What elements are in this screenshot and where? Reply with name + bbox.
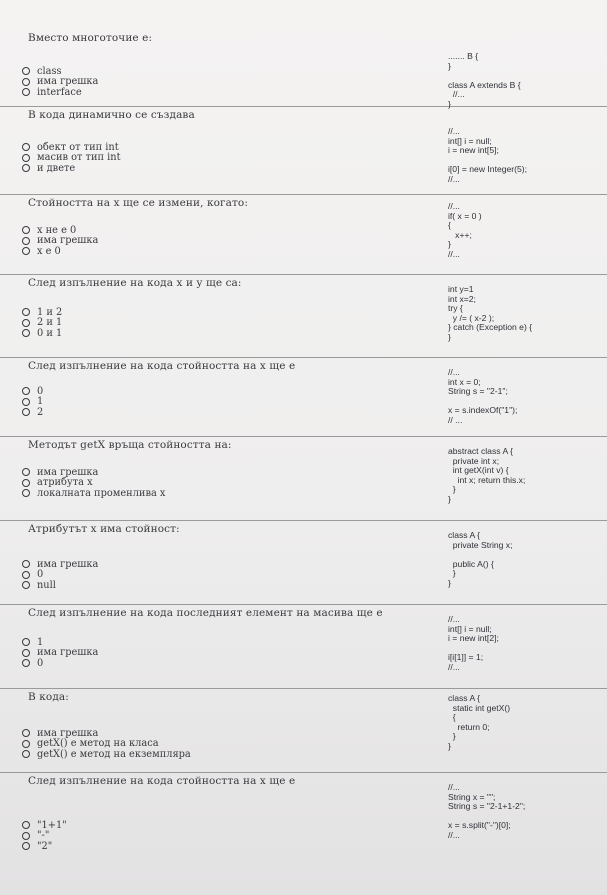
- answer-option[interactable]: [22, 328, 62, 339]
- answer-option[interactable]: [22, 580, 98, 591]
- code-line: i = new int[5];: [448, 145, 499, 156]
- code-snippet: [448, 447, 525, 505]
- radio-circle-icon[interactable]: [22, 659, 30, 667]
- answer-option-label: getX() е метод на екземпляра: [37, 748, 191, 760]
- radio-circle-icon[interactable]: [22, 560, 30, 568]
- question-text: В кода:: [28, 691, 69, 703]
- code-snippet: [448, 368, 517, 426]
- answer-option-label: атрибута x: [37, 477, 93, 489]
- code-line: }: [448, 568, 456, 579]
- answer-options: [22, 142, 121, 174]
- code-snippet: [448, 285, 532, 343]
- answer-option-label: 0: [37, 657, 44, 669]
- code-line: String x = "";: [448, 791, 496, 802]
- answer-options: [22, 559, 98, 591]
- code-line: static int getX(): [448, 702, 511, 713]
- code-line: if( x = 0 ): [448, 210, 482, 221]
- answer-options: [22, 225, 98, 257]
- radio-circle-icon[interactable]: [22, 638, 30, 646]
- code-line: try {: [448, 303, 463, 314]
- radio-circle-icon[interactable]: [22, 408, 30, 416]
- code-line: int x; return this.x;: [448, 474, 526, 485]
- answer-option[interactable]: [22, 153, 121, 164]
- code-line: ....... B {: [448, 51, 479, 61]
- question-6: [0, 437, 607, 521]
- answer-option[interactable]: [22, 142, 121, 153]
- code-line: int getX(int v) {: [448, 465, 509, 476]
- answer-option[interactable]: [22, 488, 165, 499]
- answer-option[interactable]: [22, 386, 43, 397]
- radio-circle-icon[interactable]: [22, 237, 30, 245]
- answer-option[interactable]: [22, 570, 98, 581]
- radio-circle-icon[interactable]: [22, 67, 30, 75]
- question-4: [0, 275, 607, 358]
- radio-circle-icon[interactable]: [22, 821, 30, 829]
- code-line: }: [448, 239, 451, 250]
- answer-option[interactable]: [22, 163, 121, 174]
- code-line: //...: [448, 173, 460, 184]
- code-line: // ...: [448, 414, 463, 425]
- radio-circle-icon[interactable]: [22, 319, 30, 327]
- radio-circle-icon[interactable]: [22, 143, 30, 151]
- radio-circle-icon[interactable]: [22, 740, 30, 748]
- code-line: i[0] = new Integer(5);: [448, 164, 528, 175]
- code-line: public A() {: [448, 558, 494, 569]
- answer-options: [22, 386, 43, 418]
- code-line: int x=2;: [448, 293, 476, 304]
- answer-option-label: x не е 0: [37, 224, 77, 236]
- code-line: y /= ( x-2 );: [448, 312, 495, 323]
- code-line: int[] i = null;: [448, 623, 492, 634]
- answer-option-label: масив от тип int: [37, 152, 121, 164]
- code-line: return 0;: [448, 721, 490, 732]
- radio-circle-icon[interactable]: [22, 398, 30, 406]
- code-snippet: [448, 783, 525, 841]
- radio-circle-icon[interactable]: [22, 571, 30, 579]
- radio-circle-icon[interactable]: [22, 489, 30, 497]
- code-line: }: [448, 331, 451, 342]
- answer-option[interactable]: [22, 318, 62, 329]
- code-line: } catch (Exception e) {: [448, 322, 533, 333]
- radio-circle-icon[interactable]: [22, 164, 30, 172]
- code-line: int x = 0;: [448, 376, 481, 387]
- answer-option-label: има грешка: [37, 235, 99, 247]
- code-line: {: [448, 712, 456, 723]
- code-line: //...: [448, 782, 460, 792]
- answer-option[interactable]: [22, 749, 191, 760]
- question-8: [0, 605, 607, 689]
- answer-option-label: 0: [37, 385, 44, 397]
- answer-option-label: и двете: [37, 162, 76, 174]
- answer-option[interactable]: [22, 225, 98, 236]
- radio-circle-icon[interactable]: [22, 308, 30, 316]
- answer-option[interactable]: [22, 831, 67, 842]
- question-9: [0, 689, 607, 773]
- answer-option[interactable]: [22, 467, 165, 478]
- question-text: Методът getX връща стойността на:: [28, 439, 232, 451]
- answer-option-label: има грешка: [37, 647, 99, 659]
- answer-option[interactable]: [22, 648, 98, 659]
- code-line: {: [448, 220, 451, 231]
- answer-option-label: x е 0: [37, 245, 61, 257]
- answer-option-label: има грешка: [37, 76, 99, 88]
- answer-option[interactable]: [22, 77, 98, 88]
- answer-option[interactable]: [22, 307, 62, 318]
- code-snippet: [448, 694, 510, 752]
- question-text: В кода динамично се създава: [28, 109, 195, 121]
- answer-option[interactable]: [22, 820, 67, 831]
- code-line: //...: [448, 661, 460, 672]
- code-line: //...: [448, 367, 460, 377]
- code-line: //...: [448, 126, 460, 136]
- question-2: [0, 107, 607, 195]
- code-line: i[i[1]] = 1;: [448, 652, 484, 663]
- code-line: class A {: [448, 693, 481, 703]
- code-line: x = s.indexOf("1");: [448, 405, 518, 416]
- answer-option-label: обект от тип int: [37, 141, 119, 153]
- answer-options: [22, 467, 165, 499]
- answer-option-label: 0 и 1: [37, 327, 63, 339]
- answer-option[interactable]: [22, 739, 191, 750]
- code-line: class A {: [448, 530, 481, 540]
- answer-option-label: има грешка: [37, 727, 99, 739]
- answer-options: [22, 637, 98, 669]
- question-text: Стойността на x ще се измени, когато:: [28, 197, 248, 209]
- code-line: abstract class A {: [448, 446, 513, 456]
- answer-option-label: локалната променлива x: [37, 487, 166, 499]
- code-line: }: [448, 740, 451, 751]
- answer-option-label: има грешка: [37, 558, 99, 570]
- answer-option[interactable]: [22, 559, 98, 570]
- radio-circle-icon[interactable]: [22, 226, 30, 234]
- answer-options: [22, 728, 191, 760]
- answer-option-label: 2 и 1: [37, 317, 63, 329]
- code-line: //...: [448, 89, 465, 100]
- code-line: //...: [448, 201, 460, 211]
- answer-options: [22, 66, 98, 98]
- answer-options: [22, 307, 62, 339]
- answer-option-label: interface: [37, 86, 82, 98]
- answer-option[interactable]: [22, 637, 98, 648]
- question-text: След изпълнение на кода последният елемент на масива ще е: [28, 607, 383, 619]
- answer-option[interactable]: [22, 236, 98, 247]
- answer-option[interactable]: [22, 658, 98, 669]
- code-line: }: [448, 484, 456, 495]
- question-7: [0, 521, 607, 605]
- code-line: //...: [448, 829, 460, 840]
- answer-option[interactable]: [22, 841, 67, 852]
- radio-circle-icon[interactable]: [22, 649, 30, 657]
- question-text: Вместо многоточие е:: [28, 32, 153, 44]
- answer-option-label: "-": [37, 830, 50, 842]
- answer-options: [22, 820, 67, 852]
- answer-option-label: null: [37, 579, 56, 591]
- answer-option-label: 1: [37, 396, 44, 408]
- code-line: int y=1: [448, 284, 474, 294]
- radio-circle-icon[interactable]: [22, 729, 30, 737]
- code-line: i = new int[2];: [448, 633, 499, 644]
- radio-circle-icon[interactable]: [22, 387, 30, 395]
- question-1: [0, 30, 607, 107]
- answer-option-label: 1: [37, 636, 44, 648]
- question-3: [0, 195, 607, 275]
- code-line: int[] i = null;: [448, 135, 492, 146]
- question-text: След изпълнение на кода x и y ще са:: [28, 277, 242, 289]
- radio-circle-icon[interactable]: [22, 247, 30, 255]
- code-snippet: [448, 127, 527, 185]
- code-line: private int x;: [448, 455, 500, 466]
- radio-circle-icon[interactable]: [22, 842, 30, 850]
- question-10: [0, 773, 607, 865]
- code-line: private String x;: [448, 539, 513, 550]
- code-snippet: [448, 202, 482, 260]
- code-snippet: [448, 615, 499, 673]
- code-line: }: [448, 577, 451, 588]
- answer-option[interactable]: [22, 478, 165, 489]
- code-line: }: [448, 493, 451, 504]
- code-line: String s = "2-1+1-2";: [448, 801, 526, 812]
- radio-circle-icon[interactable]: [22, 750, 30, 758]
- radio-circle-icon[interactable]: [22, 78, 30, 86]
- code-line: x = s.split("-")[0];: [448, 820, 511, 831]
- answer-option-label: 2: [37, 406, 44, 418]
- code-line: String s = "2-1";: [448, 386, 508, 397]
- code-line: //...: [448, 614, 460, 624]
- radio-circle-icon[interactable]: [22, 468, 30, 476]
- code-line: }: [448, 98, 451, 109]
- answer-option-label: 0: [37, 569, 44, 581]
- question-5: [0, 358, 607, 437]
- answer-option[interactable]: [22, 66, 98, 77]
- code-line: }: [448, 731, 456, 742]
- code-line: }: [448, 60, 451, 71]
- answer-option-label: "2": [37, 840, 53, 852]
- answer-option-label: има грешка: [37, 466, 99, 478]
- code-line: //...: [448, 248, 460, 259]
- answer-option[interactable]: [22, 246, 98, 257]
- code-line: class A extends B {: [448, 79, 521, 90]
- answer-option[interactable]: [22, 87, 98, 98]
- radio-circle-icon[interactable]: [22, 154, 30, 162]
- code-snippet: [448, 531, 512, 589]
- answer-option[interactable]: [22, 728, 191, 739]
- answer-option-label: 1 и 2: [37, 306, 63, 318]
- question-text: След изпълнение на кода стойността на x ще е: [28, 775, 296, 787]
- question-text: Атрибутът x има стойност:: [28, 523, 180, 535]
- radio-circle-icon[interactable]: [22, 832, 30, 840]
- answer-option-label: getX() е метод на класа: [37, 738, 159, 750]
- radio-circle-icon[interactable]: [22, 479, 30, 487]
- question-text: След изпълнение на кода стойността на x ще е: [28, 360, 296, 372]
- radio-circle-icon[interactable]: [22, 329, 30, 337]
- answer-option-label: class: [37, 65, 62, 77]
- radio-circle-icon[interactable]: [22, 88, 30, 96]
- answer-option[interactable]: [22, 407, 43, 418]
- answer-option-label: "1+1": [37, 819, 67, 831]
- answer-option[interactable]: [22, 397, 43, 408]
- radio-circle-icon[interactable]: [22, 581, 30, 589]
- code-line: x++;: [448, 229, 472, 240]
- code-snippet: [448, 52, 521, 110]
